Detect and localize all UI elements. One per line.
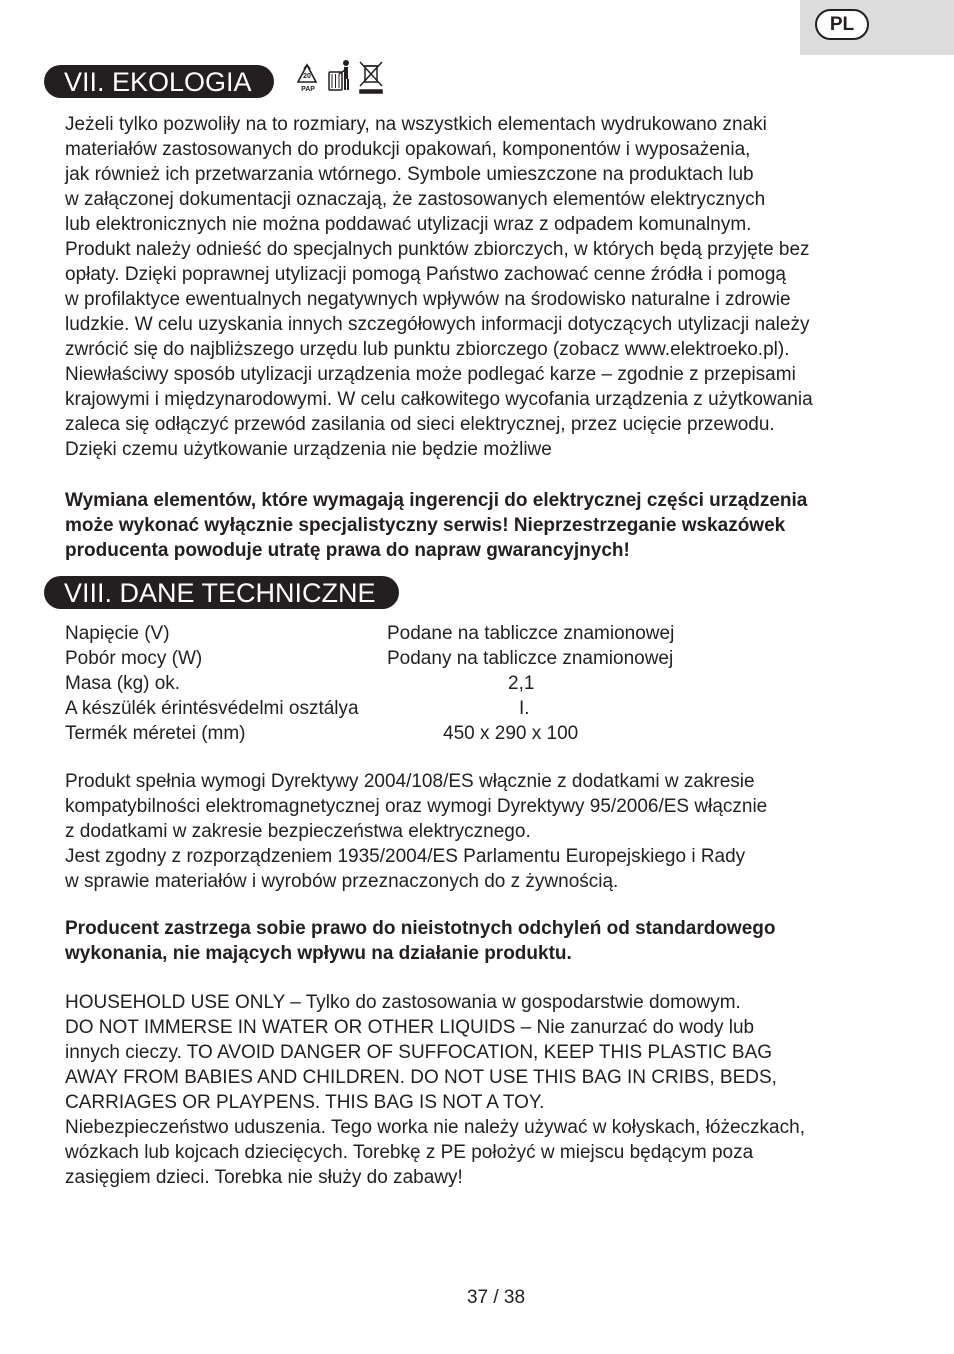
waste-bin-person-icon xyxy=(329,60,349,90)
section-title-ecology: VII. EKOLOGIA xyxy=(44,65,274,98)
repair-warning: Wymiana elementów, które wymagają ingerencji do elektrycznej części urządzenia może wykonać wyłącznie specjalistyczny serwis! Nieprzestrzeganie wskazówek producenta powoduje utratę prawa do napraw gwarancyjnych! xyxy=(65,490,808,561)
crossed-bin-weee-icon xyxy=(360,62,382,93)
spec-label: Termék méretei (mm) xyxy=(65,723,246,744)
manufacturer-note: Producent zastrzega sobie prawo do nieistotnych odchyleń od standardowego wykonania, nie mających wpływu na działanie produktu. xyxy=(65,918,776,964)
language-tab xyxy=(800,0,954,55)
page-number: 37 / 38 xyxy=(466,1287,526,1308)
ecology-paragraph: Jeżeli tylko pozwoliły na to rozmiary, na wszystkich elementach wydrukowano znaki materiałów zastosowanych do produkcji opakowań, komponentów i wyposażenia, jak również ich przetwarzania wtórnego. Symbole umieszczone na produktach lub w załączonej dokumentacji oznaczają, że zastosowanych elementów elektrycznych lub elektronicznych nie można poddawać utylizacji wraz z odpadem komunalnym. Produkt należy odnieść do specjalnych punktów zbiorczych, w których będą przyjęte bez opłaty. Dzięki poprawnej utylizacji pomogą Państwo zachować cenne źródła i pomogą w profilaktyce ewentualnych negatywnych wpływów na środowisko naturalne i zdrowie ludzkie. W celu uzyskania innych szczegółowych informacji dotyczących utylizacji należy zwrócić się do najbliższego urzędu lub punktu zbiorczego (zobacz www.elektroeko.pl). Niewłaściwy sposób utylizacji urządzenia może podlegać karze – zgodnie z przepisami krajowymi i międzynarodowymi. W celu całkowitego wycofania urządzenia z użytkowania zaleca się odłączyć przewód zasilania od sieci elektrycznej, przez ucięcie przewodu. Dzięki czemu użytkowanie urządzenia nie będzie możliwe xyxy=(65,114,813,460)
household-warning: HOUSEHOLD USE ONLY – Tylko do zastosowania w gospodarstwie domowym. DO NOT IMMERSE IN WATER OR OTHER LIQUIDS – Nie zanurzać do wody lub innych cieczy. TO AVOID DANGER OF SUFFOCATION, KEEP THIS PLASTIC BAG AWAY FROM BABIES AND CHILDREN. DO NOT USE THIS BAG IN CRIBS, BEDS, CARRIAGES OR PLAYPENS. THIS BAG IS NOT A TOY. Niebezpieczeństwo uduszenia. Tego worka nie należy używać w kołyskach, łóżeczkach, wózkach lub kojcach dziecięcych. Torebkę z PE położyć w miejscu będącym poza zasięgiem dzieci. Torebka nie służy do zabawy! xyxy=(65,992,805,1188)
spec-row xyxy=(65,671,765,696)
recycle-material-label: PAP xyxy=(301,86,315,93)
spec-row xyxy=(65,721,765,746)
spec-value: 450 x 290 x 100 xyxy=(443,723,579,744)
spec-row xyxy=(65,696,765,721)
spec-row xyxy=(65,621,765,646)
spec-value: I. xyxy=(519,698,530,719)
recycling-symbols-icon xyxy=(294,58,388,96)
spec-row xyxy=(65,646,765,671)
spec-label: A készülék érintésvédelmi osztálya xyxy=(65,698,359,719)
spec-label: Napięcie (V) xyxy=(65,623,170,644)
spec-value: 2,1 xyxy=(508,673,535,694)
spec-label: Masa (kg) ok. xyxy=(65,673,181,694)
spec-label: Pobór mocy (W) xyxy=(65,648,203,669)
spec-value: Podane na tabliczce znamionowej xyxy=(387,623,675,644)
recycle-number: 20 xyxy=(303,73,311,80)
spec-value: Podany na tabliczce znamionowej xyxy=(387,648,674,669)
section-title-technical-data: VIII. DANE TECHNICZNE xyxy=(44,576,399,609)
language-badge: PL xyxy=(815,9,869,40)
directive-paragraph: Produkt spełnia wymogi Dyrektywy 2004/108/ES włącznie z dodatkami w zakresie kompatybilności elektromagnetycznej oraz wymogi Dyrektywy 95/2006/ES włącznie z dodatkami w zakresie bezpieczeństwa elektrycznego. Jest zgodny z rozporządzeniem 1935/2004/ES Parlamentu Europejskiego i Rady w sprawie materiałów i wyrobów przeznaczonych do z żywnością. xyxy=(65,771,768,892)
technical-specs-table xyxy=(65,621,765,746)
